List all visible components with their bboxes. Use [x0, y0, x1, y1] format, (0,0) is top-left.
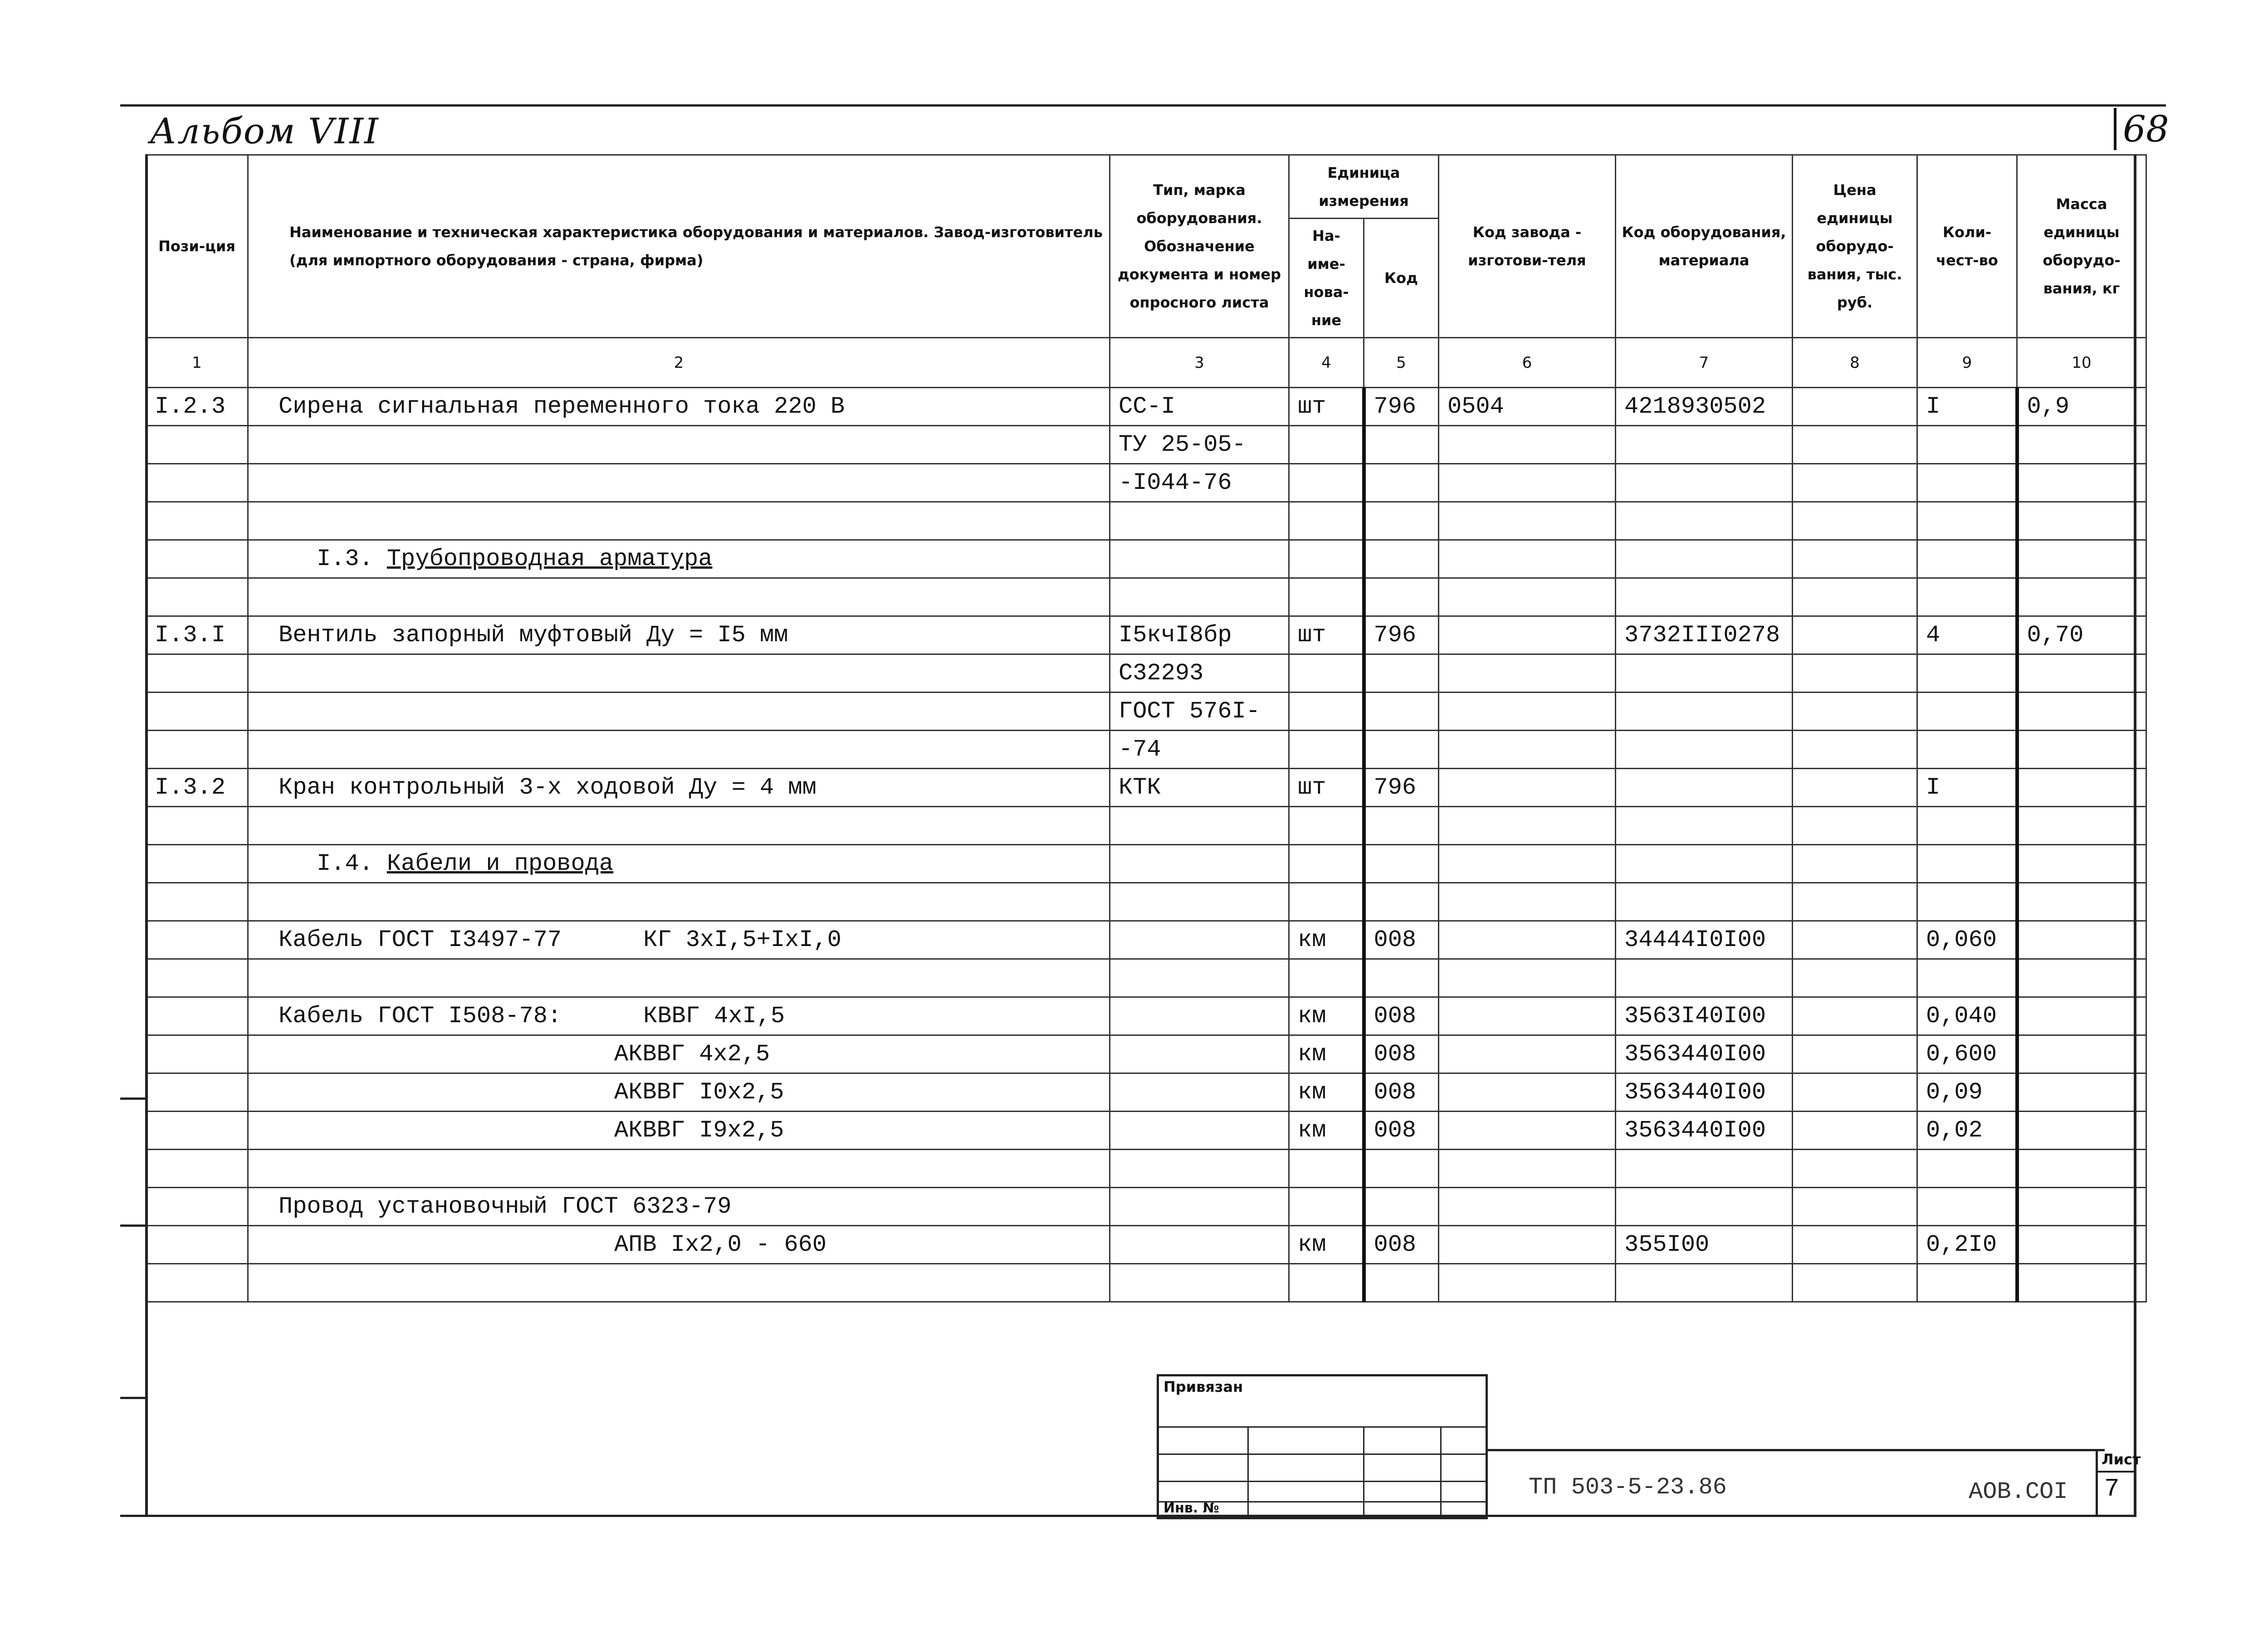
column-number: 4 — [1289, 338, 1364, 388]
row-type: С32293 — [1110, 654, 1289, 693]
row-quantity: 0,09 — [1917, 1073, 2017, 1112]
stamp-inv-label: Инв. № — [1163, 1500, 1219, 1516]
col-header-maker-code: Код завода - изготови-теля — [1439, 155, 1616, 338]
row-quantity: 0,600 — [1917, 1035, 2017, 1073]
row-unit-code: 008 — [1364, 1035, 1439, 1073]
item-name: Провод установочный ГОСТ 6323-79 — [279, 1193, 732, 1220]
sheet-number-box — [2096, 1449, 2141, 1515]
col-header-equip-code: Код оборудования, материала — [1616, 155, 1793, 338]
column-number: 5 — [1364, 338, 1439, 388]
section-number: I.4. — [317, 850, 373, 877]
title-block-rule — [1488, 1449, 2105, 1451]
row-quantity: 0,02 — [1917, 1112, 2017, 1150]
item-mark: КВВГ 4хI,5 — [643, 1003, 785, 1029]
margin-tick — [120, 1224, 147, 1227]
row-unit: км — [1289, 1073, 1364, 1112]
item-name: Кабель ГОСТ I3497-77 — [279, 927, 562, 953]
row-type: СС-I — [1110, 388, 1289, 426]
row-position: I.2.3 — [146, 388, 248, 426]
row-maker-code: 0504 — [1439, 388, 1616, 426]
item-mark: КГ 3хI,5+IхI,0 — [643, 927, 841, 953]
row-quantity: 0,2I0 — [1917, 1226, 2017, 1264]
row-mass: 0,70 — [2017, 616, 2146, 654]
item-name: Сирена сигнальная переменного тока 220 В — [279, 393, 845, 420]
row-unit-code: 796 — [1364, 616, 1439, 654]
album-label: Альбом VIII — [150, 111, 379, 152]
col-header-name: Наименование и техническая характеристика оборудования и материалов. Завод-изготовитель (для импортного оборудования - страна, фирма) — [248, 155, 1110, 338]
col-header-unit-code: Код — [1364, 219, 1439, 338]
row-unit: км — [1289, 1035, 1364, 1073]
row-position: I.3.2 — [146, 769, 248, 807]
col-header-mass: Масса единицы оборудо-вания, кг — [2017, 155, 2146, 338]
column-number: 8 — [1793, 338, 1917, 388]
row-quantity: I — [1917, 769, 2017, 807]
row-type: ТУ 25-05- — [1110, 426, 1289, 464]
column-number: 2 — [248, 338, 1110, 388]
row-unit-code: 008 — [1364, 921, 1439, 959]
item-name: Вентиль запорный муфтовый Ду = I5 мм — [279, 622, 788, 649]
column-number: 3 — [1110, 338, 1289, 388]
row-unit: км — [1289, 997, 1364, 1035]
row-equipment-code: 355I00 — [1616, 1226, 1793, 1264]
item-mark: АКВВГ I0х2,5 — [614, 1079, 784, 1106]
margin-tick — [120, 1397, 147, 1399]
column-number: 10 — [2017, 338, 2146, 388]
item-name: Кран контрольный 3-х ходовой Ду = 4 мм — [279, 774, 816, 801]
row-unit: шт — [1289, 769, 1364, 807]
row-equipment-code: 3732III0278 — [1616, 616, 1793, 654]
section-number: I.3. — [317, 546, 373, 572]
row-equipment-code: 34444I0I00 — [1616, 921, 1793, 959]
col-header-type: Тип, марка оборудования. Обозначение документа и номер опросного листа — [1110, 155, 1289, 338]
item-mark: АКВВГ I9х2,5 — [614, 1117, 784, 1144]
sheet-frame — [145, 154, 2136, 1517]
stamp-bound-label: Привязан — [1163, 1378, 1243, 1395]
item-mark: АКВВГ 4х2,5 — [614, 1041, 770, 1068]
row-equipment-code: 3563440I00 — [1616, 1035, 1793, 1073]
col-header-qty: Коли-чест-во — [1917, 155, 2017, 338]
row-unit-code: 008 — [1364, 997, 1439, 1035]
row-quantity: I — [1917, 388, 2017, 426]
row-unit-code: 008 — [1364, 1073, 1439, 1112]
row-quantity: 4 — [1917, 616, 2017, 654]
row-equipment-code: 3563440I00 — [1616, 1112, 1793, 1150]
sheet-label: Лист — [2102, 1451, 2141, 1468]
row-unit-code: 796 — [1364, 388, 1439, 426]
row-unit-code: 008 — [1364, 1112, 1439, 1150]
column-number: 1 — [146, 338, 248, 388]
row-type: -I044-76 — [1110, 464, 1289, 502]
bottom-rule — [120, 1515, 2134, 1517]
binding-stamp — [1157, 1374, 1488, 1519]
row-type: -74 — [1110, 731, 1289, 769]
item-name: Кабель ГОСТ I508-78: — [279, 1003, 562, 1029]
item-mark: АПВ Iх2,0 - 660 — [614, 1231, 827, 1258]
row-equipment-code: 3563440I00 — [1616, 1073, 1793, 1112]
column-number: 9 — [1917, 338, 2017, 388]
column-number: 7 — [1616, 338, 1793, 388]
row-quantity: 0,040 — [1917, 997, 2017, 1035]
row-type: I5кчI8бр — [1110, 616, 1289, 654]
top-rule — [120, 104, 2166, 107]
col-header-unit-name: На-име-нова-ние — [1289, 219, 1364, 338]
row-equipment-code: 4218930502 — [1616, 388, 1793, 426]
row-unit: шт — [1289, 616, 1364, 654]
row-mass: 0,9 — [2017, 388, 2146, 426]
section-title: Кабели и провода — [386, 850, 614, 877]
document-number: ТП 503-5-23.86 — [1529, 1474, 1727, 1501]
row-unit: км — [1289, 1112, 1364, 1150]
document-code: АОВ.СОI — [1969, 1478, 2068, 1505]
row-unit: км — [1289, 1226, 1364, 1264]
row-equipment-code: 3563I40I00 — [1616, 997, 1793, 1035]
page-number: 68 — [2114, 108, 2169, 150]
row-unit-code: 008 — [1364, 1226, 1439, 1264]
sheet-number: 7 — [2104, 1474, 2120, 1503]
row-type: КТК — [1110, 769, 1289, 807]
column-number: 6 — [1439, 338, 1616, 388]
row-unit: км — [1289, 921, 1364, 959]
row-unit-code: 796 — [1364, 769, 1439, 807]
row-quantity: 0,060 — [1917, 921, 2017, 959]
row-unit: шт — [1289, 388, 1364, 426]
row-position: I.3.I — [146, 616, 248, 654]
row-type: ГОСТ 576I- — [1110, 693, 1289, 731]
col-header-unit: Единица измерения — [1289, 155, 1439, 219]
section-title: Трубопроводная арматура — [386, 546, 713, 572]
margin-tick — [120, 1097, 147, 1100]
col-header-position: Пози-ция — [146, 155, 248, 338]
col-header-price: Цена единицы оборудо-вания, тыс. руб. — [1793, 155, 1917, 338]
